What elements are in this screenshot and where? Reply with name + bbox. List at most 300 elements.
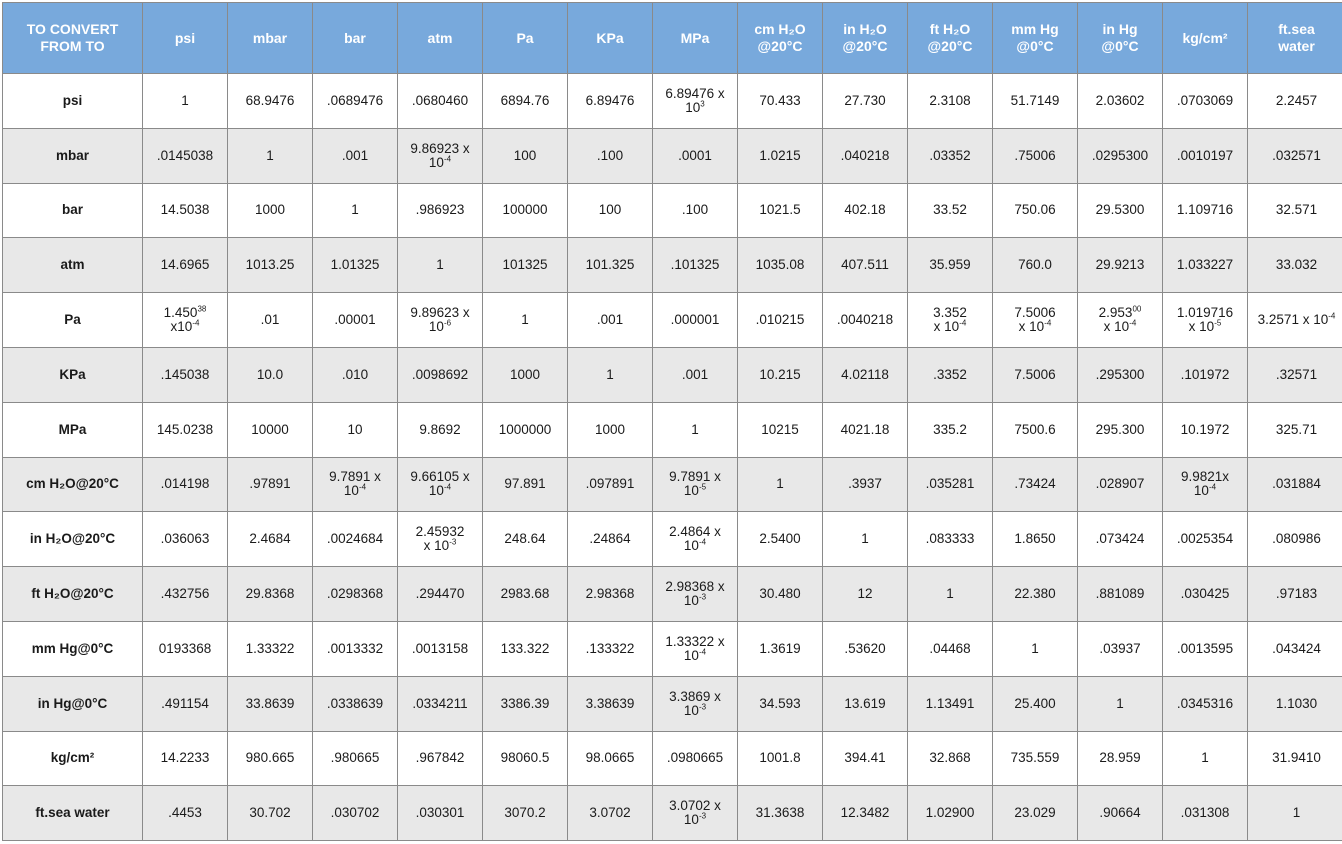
cell-value-line bbox=[486, 368, 564, 382]
cell-value-line bbox=[401, 423, 479, 437]
table-cell bbox=[483, 293, 568, 348]
cell-value-line bbox=[316, 806, 394, 820]
table-cell bbox=[653, 786, 738, 841]
cell-value-line bbox=[911, 751, 989, 765]
table-cell bbox=[823, 512, 908, 567]
cell-value: 9.9821x bbox=[1180, 469, 1230, 485]
cell-value-line bbox=[316, 94, 394, 108]
table-cell bbox=[1248, 402, 1342, 457]
cell-value: 2.2457 bbox=[1275, 92, 1318, 108]
table-cell bbox=[993, 238, 1078, 293]
table-cell bbox=[313, 347, 398, 402]
cell-value: 2.4684 bbox=[249, 531, 291, 547]
cell-value-line bbox=[1081, 423, 1159, 437]
cell-value-line bbox=[486, 587, 564, 601]
table-cell bbox=[738, 621, 823, 676]
cell-value: 68.9476 bbox=[245, 92, 295, 108]
cell-value: 1035.08 bbox=[755, 257, 805, 273]
cell-value: 3.3869 x bbox=[669, 688, 721, 704]
table-cell bbox=[993, 74, 1078, 129]
cell-value-line bbox=[996, 751, 1074, 765]
table-cell bbox=[993, 786, 1078, 841]
cell-value-line bbox=[1166, 697, 1244, 711]
cell-power-base: 10 bbox=[1193, 483, 1209, 499]
table-cell bbox=[908, 512, 993, 567]
table-cell bbox=[143, 74, 228, 129]
cell-value-line bbox=[231, 642, 309, 656]
cell-exponent: -6 bbox=[443, 318, 452, 328]
cell-value-line bbox=[486, 477, 564, 491]
column-header-line-1: ft.sea bbox=[1278, 21, 1315, 37]
cell-value-line bbox=[1081, 149, 1159, 163]
cell-value-line bbox=[401, 587, 479, 601]
cell-value: 1.3619 bbox=[759, 640, 801, 656]
cell-value: .90664 bbox=[1099, 805, 1141, 821]
table-cell bbox=[908, 786, 993, 841]
cell-value: 1 bbox=[1292, 805, 1301, 821]
cell-value-line bbox=[146, 368, 224, 382]
row-header: kg/cm² bbox=[3, 731, 143, 786]
cell-value: 100000 bbox=[502, 202, 548, 218]
row-header: Pa bbox=[3, 293, 143, 348]
table-cell bbox=[143, 293, 228, 348]
table-cell bbox=[313, 74, 398, 129]
table-cell bbox=[653, 238, 738, 293]
table-row bbox=[3, 512, 1342, 567]
table-cell bbox=[823, 238, 908, 293]
table-cell bbox=[1078, 621, 1163, 676]
cell-value: .001 bbox=[681, 366, 709, 382]
cell-value-line bbox=[486, 697, 564, 711]
cell-exponent: -3 bbox=[698, 702, 707, 712]
cell-exponent: -4 bbox=[192, 318, 200, 328]
cell-value: .101972 bbox=[1180, 366, 1230, 382]
cell-value-line bbox=[911, 203, 989, 217]
cell-power-line bbox=[656, 813, 734, 827]
table-cell bbox=[483, 731, 568, 786]
cell-exponent: -4 bbox=[959, 318, 967, 328]
table-cell bbox=[738, 731, 823, 786]
cell-value-line bbox=[571, 149, 649, 163]
table-cell bbox=[228, 567, 313, 622]
cell-value-line bbox=[1251, 532, 1342, 546]
table-cell bbox=[143, 512, 228, 567]
column-header-line-1: Pa bbox=[516, 29, 534, 46]
cell-value: .294470 bbox=[415, 586, 465, 602]
cell-value: .014198 bbox=[160, 476, 210, 492]
table-cell bbox=[228, 621, 313, 676]
cell-value-line bbox=[486, 94, 564, 108]
cell-value: .3937 bbox=[848, 476, 882, 492]
cell-value-line bbox=[826, 751, 904, 765]
table-cell bbox=[313, 676, 398, 731]
cell-value: 325.71 bbox=[1275, 421, 1318, 437]
column-header-line-1: in H₂O bbox=[843, 21, 887, 37]
cell-value-line bbox=[316, 697, 394, 711]
cell-exponent: -4 bbox=[1328, 311, 1336, 321]
cell-value-line bbox=[146, 203, 224, 217]
column-header-line-1: mm Hg bbox=[1011, 21, 1059, 37]
cell-value: .0334211 bbox=[412, 695, 468, 711]
table-cell bbox=[653, 402, 738, 457]
cell-value: 27.730 bbox=[844, 92, 886, 108]
cell-value-line bbox=[231, 313, 309, 327]
cell-value: .0010197 bbox=[1176, 147, 1234, 163]
table-cell bbox=[228, 183, 313, 238]
cell-exponent: -3 bbox=[698, 811, 707, 821]
cell-value-line bbox=[231, 587, 309, 601]
column-header bbox=[143, 3, 228, 74]
cell-value-line bbox=[401, 94, 479, 108]
cell-value: .028907 bbox=[1095, 476, 1145, 492]
cell-value: 1 bbox=[521, 312, 529, 328]
cell-value-line bbox=[741, 587, 819, 601]
cell-value-line bbox=[571, 258, 649, 272]
cell-value-line bbox=[401, 642, 479, 656]
cell-value: .97183 bbox=[1275, 586, 1318, 602]
cell-value: .75006 bbox=[1014, 147, 1056, 163]
cell-value: 750.06 bbox=[1014, 202, 1056, 218]
cell-value-line bbox=[996, 94, 1074, 108]
cell-value: 101325 bbox=[502, 257, 548, 273]
table-cell bbox=[1163, 457, 1248, 512]
cell-value-line bbox=[1166, 306, 1244, 320]
cell-value: 1021.5 bbox=[759, 202, 801, 218]
table-cell bbox=[228, 293, 313, 348]
cell-value-line bbox=[401, 258, 479, 272]
cell-power-base: 10 bbox=[683, 812, 699, 828]
cell-value: 1 bbox=[1116, 695, 1124, 711]
cell-power-line bbox=[996, 320, 1074, 334]
table-cell bbox=[143, 238, 228, 293]
cell-value-line bbox=[656, 149, 734, 163]
cell-value-line bbox=[146, 306, 224, 320]
cell-value-line bbox=[911, 587, 989, 601]
cell-value-line bbox=[231, 258, 309, 272]
cell-value: 100 bbox=[598, 202, 622, 218]
table-cell bbox=[398, 238, 483, 293]
table-cell bbox=[483, 512, 568, 567]
cell-value-line bbox=[1081, 587, 1159, 601]
table-cell bbox=[398, 347, 483, 402]
table-cell bbox=[993, 293, 1078, 348]
cell-value-line bbox=[571, 94, 649, 108]
cell-value-line bbox=[656, 258, 734, 272]
table-cell bbox=[1078, 512, 1163, 567]
cell-value: 14.2233 bbox=[160, 750, 210, 766]
table-cell bbox=[398, 676, 483, 731]
cell-value: 32.571 bbox=[1275, 202, 1318, 218]
table-cell bbox=[568, 74, 653, 129]
column-header bbox=[228, 3, 313, 74]
cell-power-line bbox=[146, 320, 224, 334]
cell-value-line bbox=[571, 368, 649, 382]
cell-value: 4021.18 bbox=[840, 421, 890, 437]
cell-value: 1.033227 bbox=[1176, 257, 1234, 273]
cell-value-line bbox=[401, 697, 479, 711]
cell-value: 145.0238 bbox=[156, 421, 214, 437]
table-cell bbox=[398, 457, 483, 512]
cell-value: 28.959 bbox=[1099, 750, 1141, 766]
table-cell bbox=[568, 512, 653, 567]
table-cell bbox=[993, 621, 1078, 676]
cell-value: 97.891 bbox=[504, 476, 546, 492]
cell-value: 7.5006 bbox=[1014, 305, 1056, 321]
table-cell bbox=[568, 402, 653, 457]
cell-value: 25.400 bbox=[1014, 695, 1056, 711]
cell-value: 13.619 bbox=[844, 695, 886, 711]
cell-value: .0689476 bbox=[326, 92, 384, 108]
table-cell bbox=[908, 74, 993, 129]
table-cell bbox=[1248, 293, 1342, 348]
cell-value-line bbox=[1166, 94, 1244, 108]
cell-value: 9.86923 x bbox=[410, 140, 470, 156]
table-cell bbox=[908, 567, 993, 622]
cell-value: .32571 bbox=[1275, 366, 1318, 382]
cell-power-base: x 10 bbox=[1018, 319, 1045, 335]
cell-value: .0013595 bbox=[1176, 640, 1234, 656]
table-cell bbox=[908, 402, 993, 457]
table-cell bbox=[653, 183, 738, 238]
cell-value-line bbox=[741, 258, 819, 272]
table-cell bbox=[1248, 457, 1342, 512]
cell-power-line bbox=[656, 649, 734, 663]
cell-value-line bbox=[571, 697, 649, 711]
cell-value-line bbox=[146, 697, 224, 711]
cell-value: 1000 bbox=[594, 421, 626, 437]
table-cell bbox=[823, 347, 908, 402]
table-cell bbox=[738, 786, 823, 841]
cell-value: .010 bbox=[341, 366, 369, 382]
header-row bbox=[3, 3, 1342, 74]
cell-value: 33.52 bbox=[933, 202, 967, 218]
cell-value: 29.8368 bbox=[245, 586, 295, 602]
cell-value-line bbox=[1166, 532, 1244, 546]
cell-value-line bbox=[316, 423, 394, 437]
cell-value: .4453 bbox=[168, 805, 202, 821]
table-cell bbox=[823, 676, 908, 731]
table-cell bbox=[483, 786, 568, 841]
cell-value-line bbox=[401, 203, 479, 217]
table-cell bbox=[398, 293, 483, 348]
table-cell bbox=[1078, 293, 1163, 348]
column-header-line-1: kg/cm² bbox=[1182, 29, 1228, 46]
table-cell bbox=[993, 567, 1078, 622]
table-cell bbox=[568, 293, 653, 348]
cell-value-line bbox=[1166, 587, 1244, 601]
row-header: ft.sea water bbox=[3, 786, 143, 841]
cell-value: 1 bbox=[181, 92, 189, 108]
cell-value: 98.0665 bbox=[585, 750, 635, 766]
table-cell bbox=[1078, 786, 1163, 841]
cell-value: .967842 bbox=[415, 750, 465, 766]
cell-value: .080986 bbox=[1272, 531, 1321, 547]
row-header: atm bbox=[3, 238, 143, 293]
cell-value: 248.64 bbox=[504, 531, 546, 547]
cell-value: .001 bbox=[596, 312, 624, 328]
table-cell bbox=[313, 567, 398, 622]
cell-exponent: -5 bbox=[698, 482, 707, 492]
table-cell bbox=[1163, 74, 1248, 129]
table-cell bbox=[908, 731, 993, 786]
cell-value-line bbox=[1251, 258, 1342, 272]
cell-value-line bbox=[571, 313, 649, 327]
table-cell bbox=[398, 731, 483, 786]
row-header: mbar bbox=[3, 128, 143, 183]
cell-value: 33.032 bbox=[1275, 257, 1318, 273]
column-header bbox=[568, 3, 653, 74]
column-header bbox=[1163, 3, 1248, 74]
cell-value: 9.7891 x bbox=[669, 469, 721, 485]
cell-value: 6894.76 bbox=[500, 92, 550, 108]
cell-value-line bbox=[996, 258, 1074, 272]
cell-value-line bbox=[146, 806, 224, 820]
cell-value-line bbox=[231, 477, 309, 491]
cell-value: .0025354 bbox=[1176, 531, 1234, 547]
cell-power-base: x 10 bbox=[1103, 319, 1130, 335]
corner-line-2: FROM TO bbox=[40, 38, 105, 54]
cell-value: 1 bbox=[861, 531, 869, 547]
cell-value: .083333 bbox=[925, 531, 975, 547]
table-cell bbox=[653, 676, 738, 731]
cell-value: 1 bbox=[776, 476, 784, 492]
table-cell bbox=[738, 293, 823, 348]
cell-exponent: -5 bbox=[1214, 318, 1222, 328]
cell-value-line bbox=[316, 368, 394, 382]
cell-value: 1.1030 bbox=[1275, 695, 1318, 711]
cell-value: 29.9213 bbox=[1095, 257, 1145, 273]
cell-value-line bbox=[401, 306, 479, 320]
table-cell bbox=[823, 128, 908, 183]
table-row bbox=[3, 676, 1342, 731]
cell-power-base: x10 bbox=[170, 319, 193, 335]
column-header-line-1: mbar bbox=[252, 29, 288, 46]
column-header-line-2: @20°C bbox=[842, 38, 888, 54]
cell-value: 407.511 bbox=[841, 257, 889, 273]
cell-value-line bbox=[996, 149, 1074, 163]
cell-value-line bbox=[146, 587, 224, 601]
cell-value: .133322 bbox=[585, 640, 635, 656]
table-cell bbox=[1078, 731, 1163, 786]
table-cell bbox=[1078, 347, 1163, 402]
cell-value-line bbox=[1251, 751, 1342, 765]
cell-value: 9.7891 x bbox=[329, 469, 381, 485]
table-cell bbox=[993, 183, 1078, 238]
cell-value: .00001 bbox=[334, 312, 376, 328]
table-cell bbox=[908, 238, 993, 293]
column-header-line-2: @20°C bbox=[927, 38, 973, 54]
cell-value-line bbox=[1166, 258, 1244, 272]
cell-value-line bbox=[741, 94, 819, 108]
cell-value: 33.8639 bbox=[245, 695, 295, 711]
cell-value: 23.029 bbox=[1014, 805, 1056, 821]
cell-value: 12.3482 bbox=[840, 805, 890, 821]
cell-value-line bbox=[571, 423, 649, 437]
cell-value-line bbox=[316, 149, 394, 163]
cell-value: .032571 bbox=[1272, 147, 1321, 163]
table-row bbox=[3, 402, 1342, 457]
cell-value: .03352 bbox=[929, 147, 971, 163]
column-header-line-1: bar bbox=[344, 29, 366, 46]
table-row bbox=[3, 74, 1342, 129]
cell-value: 3070.2 bbox=[504, 805, 546, 821]
cell-value-line bbox=[401, 368, 479, 382]
table-cell bbox=[313, 183, 398, 238]
column-header-line-1: in Hg bbox=[1102, 21, 1138, 37]
cell-value: 2.98368 x bbox=[665, 579, 725, 595]
cell-value: .073424 bbox=[1095, 531, 1145, 547]
cell-power-line bbox=[1081, 320, 1159, 334]
row-header: MPa bbox=[3, 402, 143, 457]
column-header bbox=[313, 3, 398, 74]
table-cell bbox=[823, 74, 908, 129]
column-header bbox=[653, 3, 738, 74]
cell-value: 32.868 bbox=[929, 750, 971, 766]
cell-value: 30.480 bbox=[759, 586, 801, 602]
cell-power-base: x 10 bbox=[423, 538, 450, 554]
cell-value-line bbox=[1081, 203, 1159, 217]
cell-value: 10.0 bbox=[256, 366, 284, 382]
cell-value-line bbox=[1251, 368, 1342, 382]
cell-value: 1001.8 bbox=[759, 750, 801, 766]
cell-value-line bbox=[1251, 149, 1342, 163]
table-cell bbox=[738, 128, 823, 183]
table-cell bbox=[653, 457, 738, 512]
column-header bbox=[823, 3, 908, 74]
table-cell bbox=[313, 238, 398, 293]
cell-value-line bbox=[1251, 203, 1342, 217]
cell-value: .010215 bbox=[755, 312, 805, 328]
table-cell bbox=[398, 786, 483, 841]
cell-value: .145038 bbox=[160, 366, 210, 382]
table-cell bbox=[993, 128, 1078, 183]
cell-value-superscript: 00 bbox=[1132, 304, 1142, 314]
cell-value-line bbox=[996, 203, 1074, 217]
row-header: bar bbox=[3, 183, 143, 238]
cell-value-line bbox=[826, 587, 904, 601]
cell-value: .0345316 bbox=[1176, 695, 1234, 711]
table-cell bbox=[1163, 676, 1248, 731]
cell-value-superscript: 38 bbox=[197, 304, 207, 314]
table-cell bbox=[1163, 512, 1248, 567]
table-cell bbox=[993, 347, 1078, 402]
cell-value-line bbox=[146, 477, 224, 491]
cell-value: 0193368 bbox=[158, 640, 212, 656]
table-cell bbox=[823, 457, 908, 512]
cell-value-line bbox=[486, 149, 564, 163]
table-cell bbox=[568, 183, 653, 238]
table-cell bbox=[228, 238, 313, 293]
cell-value: .100 bbox=[681, 202, 709, 218]
table-cell bbox=[483, 238, 568, 293]
cell-value-line bbox=[316, 532, 394, 546]
cell-value-line bbox=[1081, 697, 1159, 711]
cell-value: 10215 bbox=[761, 421, 799, 437]
cell-value-line bbox=[1166, 149, 1244, 163]
table-cell bbox=[738, 347, 823, 402]
table-cell bbox=[653, 293, 738, 348]
cell-value: 10.215 bbox=[759, 366, 801, 382]
cell-value-line bbox=[996, 697, 1074, 711]
cell-value-line bbox=[826, 806, 904, 820]
cell-value-line bbox=[1251, 806, 1342, 820]
table-cell bbox=[313, 786, 398, 841]
cell-value-line bbox=[826, 94, 904, 108]
cell-value: .036063 bbox=[160, 531, 210, 547]
cell-power-line bbox=[316, 484, 394, 498]
table-cell bbox=[568, 238, 653, 293]
cell-value-line bbox=[826, 149, 904, 163]
